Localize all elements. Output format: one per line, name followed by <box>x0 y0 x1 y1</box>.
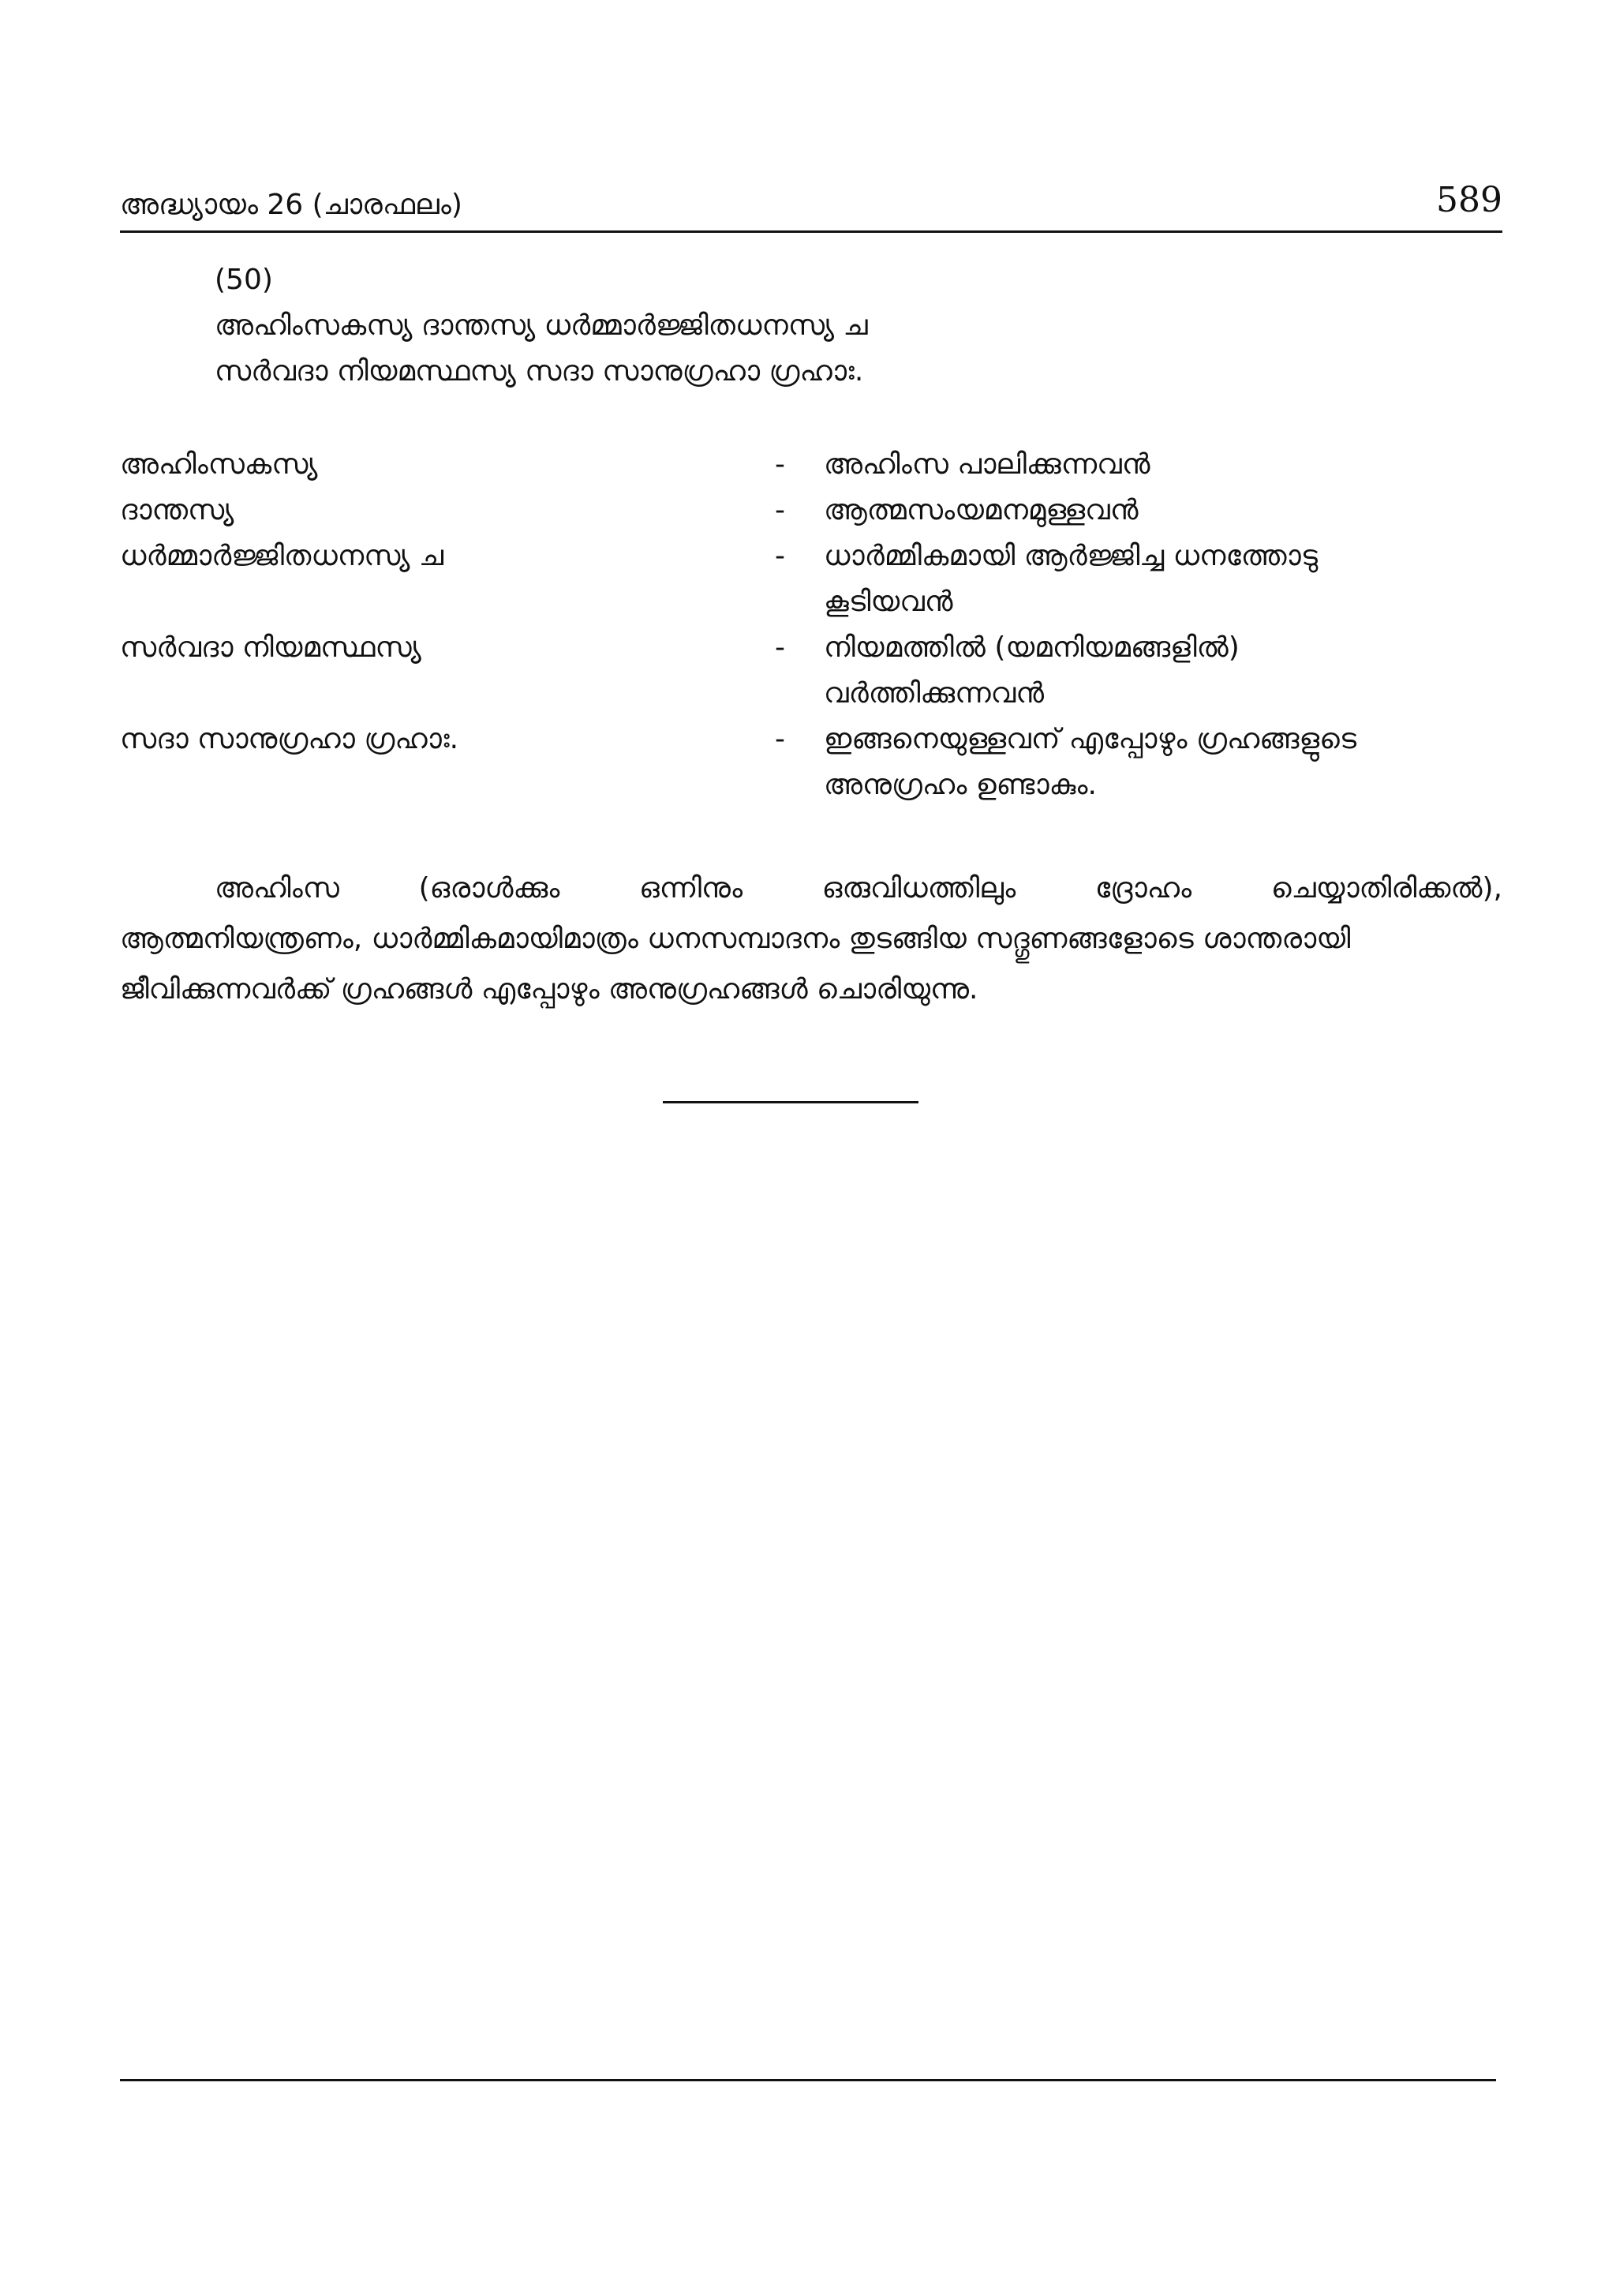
explanation-paragraph <box>120 863 1502 1015</box>
glossary-term: ധർമ്മാർജ്ജിതധനസ്യ ച <box>120 540 444 572</box>
glossary-meaning-line: അനുഗ്രഹം ഉണ്ടാകും. <box>824 769 1097 801</box>
chapter-title: അദ്ധ്യായം 26 (ചാരഫലം) <box>120 189 462 221</box>
glossary-term: സർവദാ നിയമസ്ഥസ്യ <box>120 631 421 664</box>
verse-number: (50) <box>215 264 273 296</box>
glossary-term: അഹിംസകസ്യ <box>120 448 318 481</box>
glossary-meaning-line: അഹിംസ പാലിക്കുന്നവൻ <box>824 448 1150 481</box>
glossary-term: ദാന്തസ്യ <box>120 494 234 526</box>
glossary-meaning-line: ഇങ്ങനെയുള്ളവന് എപ്പോഴും ഗ്രഹങ്ങളുടെ <box>824 723 1357 755</box>
glossary-row <box>120 442 1509 488</box>
glossary-dash: - <box>775 631 785 664</box>
glossary-dash: - <box>775 723 785 755</box>
page-header <box>120 180 1502 229</box>
verse-block <box>215 257 1477 395</box>
glossary-meaning-line: നിയമത്തിൽ (യമനിയമങ്ങളിൽ) <box>824 631 1240 664</box>
paragraph-line-1: അഹിംസ (ഒരാൾക്കും ഒന്നിനും ഒരുവിധത്തിലും ദ്രോഹം ചെയ്യാതിരിക്കൽ), <box>215 872 1502 905</box>
glossary-table <box>120 442 1509 808</box>
header-rule <box>120 230 1502 233</box>
paragraph-line-2: ആത്മനിയന്ത്രണം, ധാർമ്മികമായിമാത്രം ധനസമ്പാദനം തുടങ്ങിയ സദ്ഗുണങ്ങളോടെ ശാന്തരായി <box>120 923 1351 955</box>
glossary-meaning <box>824 442 1502 488</box>
glossary-row <box>120 534 1509 625</box>
verse-line-1: അഹിംസകസ്യ ദാന്തസ്യ ധർമ്മാർജ്ജിതധനസ്യ ച <box>215 309 868 342</box>
glossary-dash: - <box>775 494 785 526</box>
glossary-meaning-line: വർത്തിക്കുന്നവൻ <box>824 677 1045 710</box>
section-end-rule <box>663 1101 918 1103</box>
glossary-dash: - <box>775 448 785 481</box>
glossary-meaning <box>824 534 1502 625</box>
glossary-dash: - <box>775 540 785 572</box>
page-number: 589 <box>1436 180 1502 220</box>
paragraph-line-3: ജീവിക്കുന്നവർക്ക് ഗ്രഹങ്ങൾ എപ്പോഴും അനുഗ്രഹങ്ങൾ ചൊരിയുന്നു. <box>120 973 978 1006</box>
glossary-meaning-line: ധാർമ്മികമായി ആർജ്ജിച്ച ധനത്തോടു <box>824 540 1318 572</box>
verse-line-2: സർവദാ നിയമസ്ഥസ്യ സദാ സാനുഗ്രഹാ ഗ്രഹാഃ. <box>215 355 864 388</box>
glossary-meaning-line: കൂടിയവൻ <box>824 586 953 618</box>
glossary-term: സദാ സാനുഗ്രഹാ ഗ്രഹാഃ. <box>120 723 459 755</box>
footer-rule <box>120 2079 1496 2081</box>
glossary-row <box>120 488 1509 534</box>
glossary-meaning <box>824 625 1502 717</box>
glossary-meaning <box>824 717 1502 808</box>
glossary-row <box>120 717 1509 808</box>
glossary-meaning-line: ആത്മസംയമനമുള്ളവൻ <box>824 494 1139 526</box>
glossary-meaning <box>824 488 1502 534</box>
glossary-row <box>120 625 1509 717</box>
